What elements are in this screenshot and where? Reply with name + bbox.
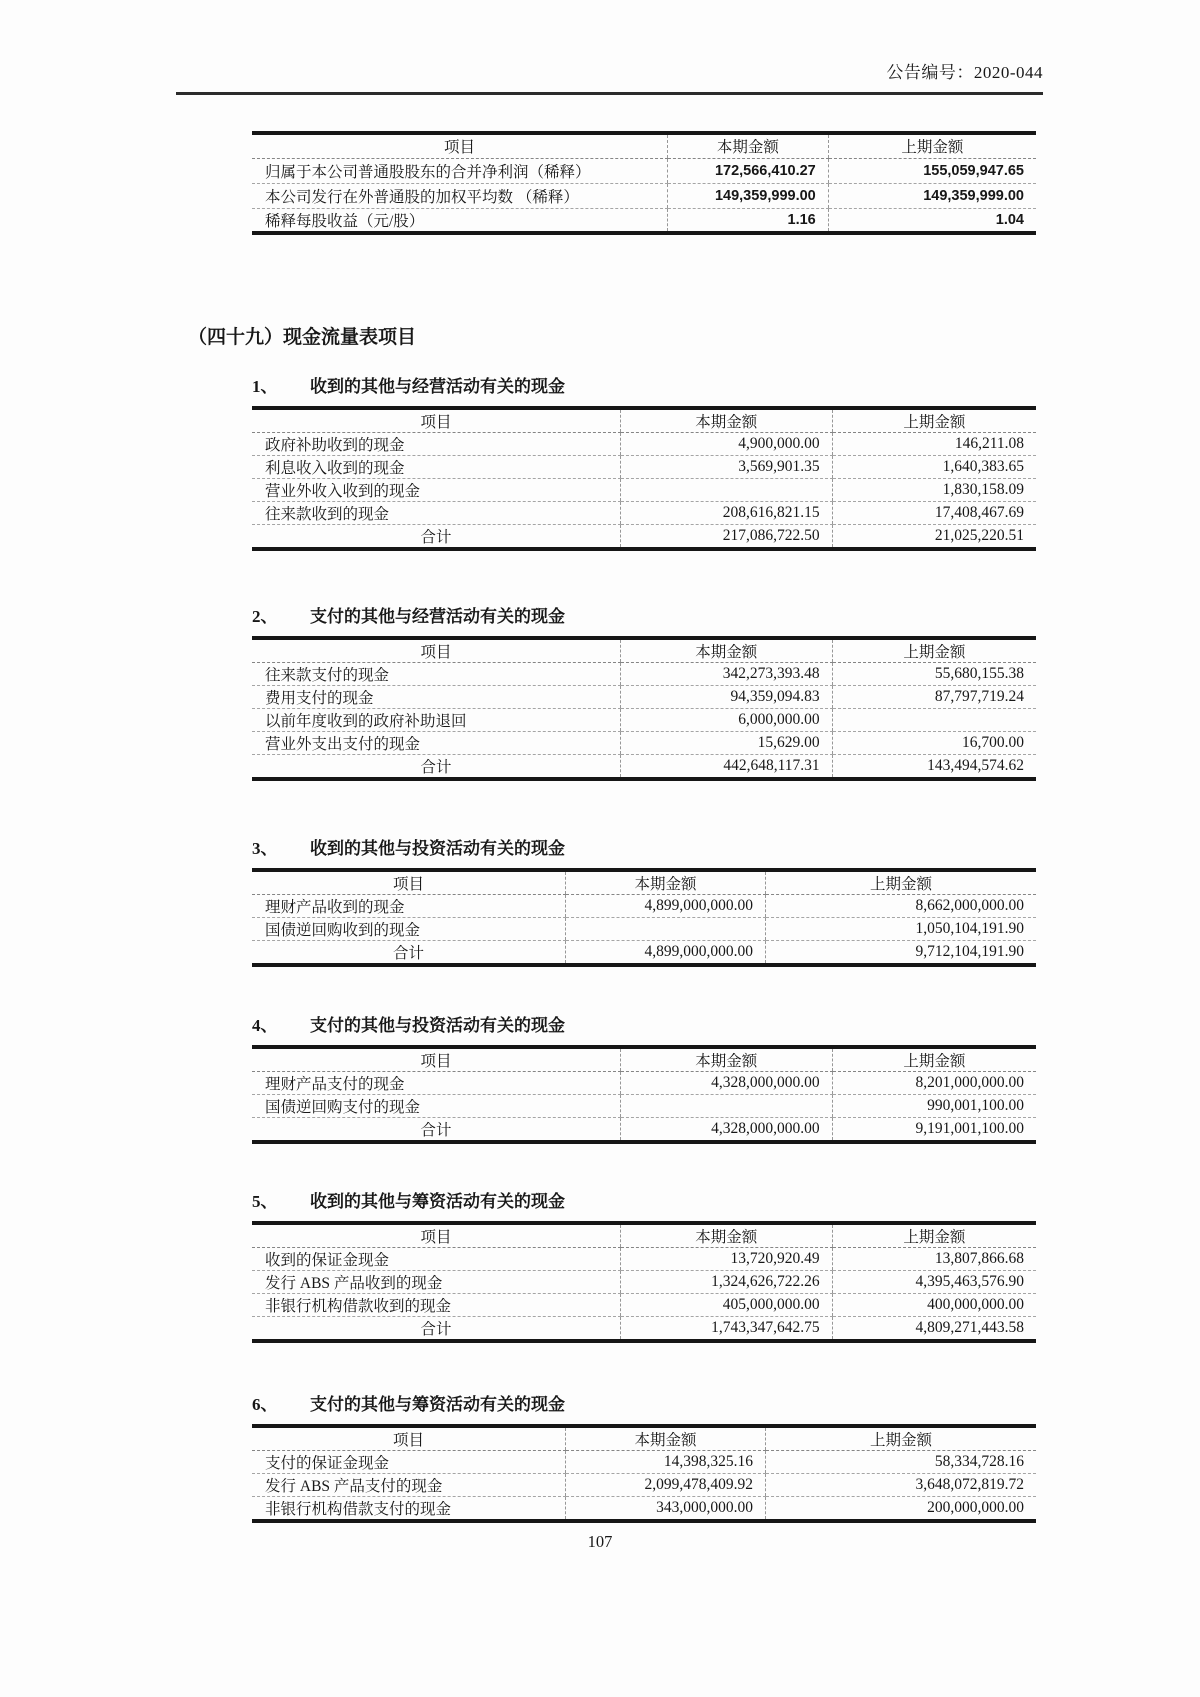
item-cell: 理财产品支付的现金 (252, 1072, 620, 1095)
amount-cell: 16,700.00 (832, 732, 1036, 755)
subsection-number: 5、 (252, 1192, 278, 1211)
table-row (252, 433, 1036, 456)
subsection-title (252, 1191, 1036, 1213)
eps-section (252, 131, 1036, 235)
amount-cell: 8,201,000,000.00 (832, 1072, 1036, 1095)
amount-cell: 400,000,000.00 (832, 1294, 1036, 1317)
table-row (252, 479, 1036, 502)
amount-cell: 15,629.00 (620, 732, 832, 755)
table-header-row (252, 870, 1036, 895)
item-cell: 支付的保证金现金 (252, 1451, 566, 1474)
cash-flow-table-6 (252, 1424, 1036, 1523)
table-header-row (252, 638, 1036, 663)
subsection-title (252, 838, 1036, 860)
announcement-number: 公告编号：2020-044 (886, 63, 1043, 82)
amount-cell: 3,648,072,819.72 (766, 1474, 1037, 1497)
amount-cell: 3,569,901.35 (620, 456, 832, 479)
table-header-row (252, 133, 1036, 158)
item-cell: 合计 (420, 529, 452, 546)
table-row (252, 1118, 1036, 1143)
amount-cell: 1,743,347,642.75 (620, 1317, 832, 1342)
column-header: 项目 (252, 133, 668, 158)
amount-cell: 172,566,410.27 (668, 158, 829, 183)
doc-header (176, 58, 1043, 95)
subsection-4 (252, 1015, 1036, 1144)
subsection-title (252, 1394, 1036, 1416)
amount-cell: 1,050,104,191.90 (766, 918, 1037, 941)
subsection-1 (252, 376, 1036, 551)
item-cell: 国债逆回购支付的现金 (252, 1095, 620, 1118)
subsection-title (252, 1015, 1036, 1037)
amount-cell: 13,807,866.68 (832, 1248, 1036, 1271)
column-header: 项目 (252, 870, 566, 895)
subsection-number: 6、 (252, 1395, 278, 1414)
item-cell: 发行 ABS 产品支付的现金 (252, 1474, 566, 1497)
item-cell: 利息收入收到的现金 (252, 456, 620, 479)
table-row (252, 895, 1036, 918)
table-row (252, 663, 1036, 686)
item-cell: 合计 (420, 1122, 452, 1139)
amount-cell: 4,395,463,576.90 (832, 1271, 1036, 1294)
table-row (252, 918, 1036, 941)
item-cell: 费用支付的现金 (252, 686, 620, 709)
amount-cell: 6,000,000.00 (620, 709, 832, 732)
amount-cell: 1,324,626,722.26 (620, 1271, 832, 1294)
amount-cell: 146,211.08 (832, 433, 1036, 456)
page-number: 107 (587, 1532, 613, 1551)
subsection-title-text: 支付的其他与筹资活动有关的现金 (310, 1395, 565, 1414)
amount-cell (620, 1095, 832, 1118)
table-row (252, 709, 1036, 732)
subsection-number: 3、 (252, 839, 278, 858)
item-cell: 合计 (420, 759, 452, 776)
section-heading: （四十九）现金流量表项目 (188, 327, 417, 348)
amount-cell: 4,900,000.00 (620, 433, 832, 456)
subsection-title-text: 支付的其他与投资活动有关的现金 (310, 1016, 565, 1035)
amount-cell: 17,408,467.69 (832, 502, 1036, 525)
table-row (252, 1095, 1036, 1118)
amount-cell: 343,000,000.00 (566, 1497, 766, 1522)
item-cell: 归属于本公司普通股股东的合并净利润（稀释） (252, 158, 668, 183)
column-header: 上期金额 (832, 1047, 1036, 1072)
amount-cell: 149,359,999.00 (828, 183, 1036, 208)
table-row (252, 183, 1036, 208)
table-header-row (252, 1426, 1036, 1451)
amount-cell: 2,099,478,409.92 (566, 1474, 766, 1497)
amount-cell: 4,328,000,000.00 (620, 1118, 832, 1143)
table-row (252, 456, 1036, 479)
subsection-title-text: 收到的其他与筹资活动有关的现金 (310, 1192, 565, 1211)
table-row (252, 732, 1036, 755)
column-header: 本期金额 (668, 133, 829, 158)
table-row (252, 1294, 1036, 1317)
column-header: 上期金额 (766, 1426, 1037, 1451)
item-cell: 营业外收入收到的现金 (252, 479, 620, 502)
cash-flow-table-5 (252, 1221, 1036, 1343)
table-row (252, 1072, 1036, 1095)
column-header: 上期金额 (766, 870, 1037, 895)
amount-cell: 342,273,393.48 (620, 663, 832, 686)
table-row (252, 525, 1036, 550)
amount-cell: 1,640,383.65 (832, 456, 1036, 479)
amount-cell: 442,648,117.31 (620, 755, 832, 780)
amount-cell (832, 709, 1036, 732)
cash-flow-table-2 (252, 636, 1036, 781)
column-header: 项目 (252, 1223, 620, 1248)
item-cell: 合计 (393, 945, 425, 962)
amount-cell: 1,830,158.09 (832, 479, 1036, 502)
table-row (252, 1451, 1036, 1474)
amount-cell: 217,086,722.50 (620, 525, 832, 550)
column-header: 上期金额 (828, 133, 1036, 158)
item-cell: 非银行机构借款支付的现金 (265, 1501, 452, 1518)
cash-flow-table-3 (252, 868, 1036, 967)
column-header: 本期金额 (566, 870, 766, 895)
subsection-6 (252, 1394, 1036, 1523)
amount-cell: 8,662,000,000.00 (766, 895, 1037, 918)
table-row (252, 1474, 1036, 1497)
table-row (252, 208, 1036, 233)
column-header: 本期金额 (620, 1223, 832, 1248)
amount-cell: 13,720,920.49 (620, 1248, 832, 1271)
subsection-2 (252, 606, 1036, 781)
table-row (252, 158, 1036, 183)
item-cell: 本公司发行在外普通股的加权平均数 （稀释） (252, 183, 668, 208)
column-header: 本期金额 (620, 408, 832, 433)
subsection-title (252, 376, 1036, 398)
item-cell: 营业外支出支付的现金 (252, 732, 620, 755)
eps-table (252, 131, 1036, 235)
column-header: 本期金额 (566, 1426, 766, 1451)
item-cell: 往来款支付的现金 (252, 663, 620, 686)
table-row (252, 941, 1036, 966)
subsection-title (252, 606, 1036, 628)
amount-cell: 149,359,999.00 (668, 183, 829, 208)
item-cell: 理财产品收到的现金 (252, 895, 566, 918)
column-header: 上期金额 (832, 408, 1036, 433)
item-cell: 合计 (420, 1321, 452, 1338)
table-header-row (252, 1047, 1036, 1072)
item-cell: 非银行机构借款收到的现金 (252, 1294, 620, 1317)
table-row (252, 1248, 1036, 1271)
table-row (252, 686, 1036, 709)
amount-cell: 1.16 (668, 208, 829, 233)
subsection-3 (252, 838, 1036, 967)
column-header: 上期金额 (832, 1223, 1036, 1248)
column-header: 上期金额 (832, 638, 1036, 663)
item-cell: 发行 ABS 产品收到的现金 (252, 1271, 620, 1294)
column-header: 项目 (252, 1047, 620, 1072)
amount-cell: 4,328,000,000.00 (620, 1072, 832, 1095)
column-header: 项目 (252, 638, 620, 663)
table-row (252, 755, 1036, 780)
item-cell: 往来款收到的现金 (252, 502, 620, 525)
cash-flow-table-4 (252, 1045, 1036, 1144)
amount-cell: 94,359,094.83 (620, 686, 832, 709)
item-cell: 国债逆回购收到的现金 (252, 918, 566, 941)
subsection-title-text: 收到的其他与经营活动有关的现金 (310, 377, 565, 396)
amount-cell: 990,001,100.00 (832, 1095, 1036, 1118)
amount-cell: 55,680,155.38 (832, 663, 1036, 686)
item-cell: 稀释每股收益（元/股） (265, 212, 425, 230)
amount-cell: 4,809,271,443.58 (832, 1317, 1036, 1342)
amount-cell: 405,000,000.00 (620, 1294, 832, 1317)
table-row (252, 1317, 1036, 1342)
amount-cell: 1.04 (828, 208, 1036, 233)
column-header: 项目 (252, 408, 620, 433)
column-header: 本期金额 (620, 638, 832, 663)
amount-cell: 9,191,001,100.00 (832, 1118, 1036, 1143)
item-cell: 政府补助收到的现金 (252, 433, 620, 456)
amount-cell: 87,797,719.24 (832, 686, 1036, 709)
amount-cell: 155,059,947.65 (828, 158, 1036, 183)
table-header-row (252, 1223, 1036, 1248)
column-header: 项目 (252, 1426, 566, 1451)
subsection-title-text: 支付的其他与经营活动有关的现金 (310, 607, 565, 626)
amount-cell: 4,899,000,000.00 (566, 895, 766, 918)
amount-cell: 200,000,000.00 (766, 1497, 1037, 1522)
subsection-number: 4、 (252, 1016, 278, 1035)
column-header: 本期金额 (620, 1047, 832, 1072)
subsection-number: 1、 (252, 377, 278, 396)
table-row (252, 1497, 1036, 1522)
amount-cell: 58,334,728.16 (766, 1451, 1037, 1474)
subsection-5 (252, 1191, 1036, 1343)
amount-cell: 9,712,104,191.90 (766, 941, 1037, 966)
amount-cell: 143,494,574.62 (832, 755, 1036, 780)
amount-cell: 21,025,220.51 (832, 525, 1036, 550)
subsection-title-text: 收到的其他与投资活动有关的现金 (310, 839, 565, 858)
amount-cell (566, 918, 766, 941)
amount-cell: 4,899,000,000.00 (566, 941, 766, 966)
subsection-number: 2、 (252, 607, 278, 626)
cash-flow-table-1 (252, 406, 1036, 551)
amount-cell: 208,616,821.15 (620, 502, 832, 525)
item-cell: 收到的保证金现金 (252, 1248, 620, 1271)
amount-cell (620, 479, 832, 502)
item-cell: 以前年度收到的政府补助退回 (252, 709, 620, 732)
table-row (252, 502, 1036, 525)
table-row (252, 1271, 1036, 1294)
table-header-row (252, 408, 1036, 433)
amount-cell: 14,398,325.16 (566, 1451, 766, 1474)
